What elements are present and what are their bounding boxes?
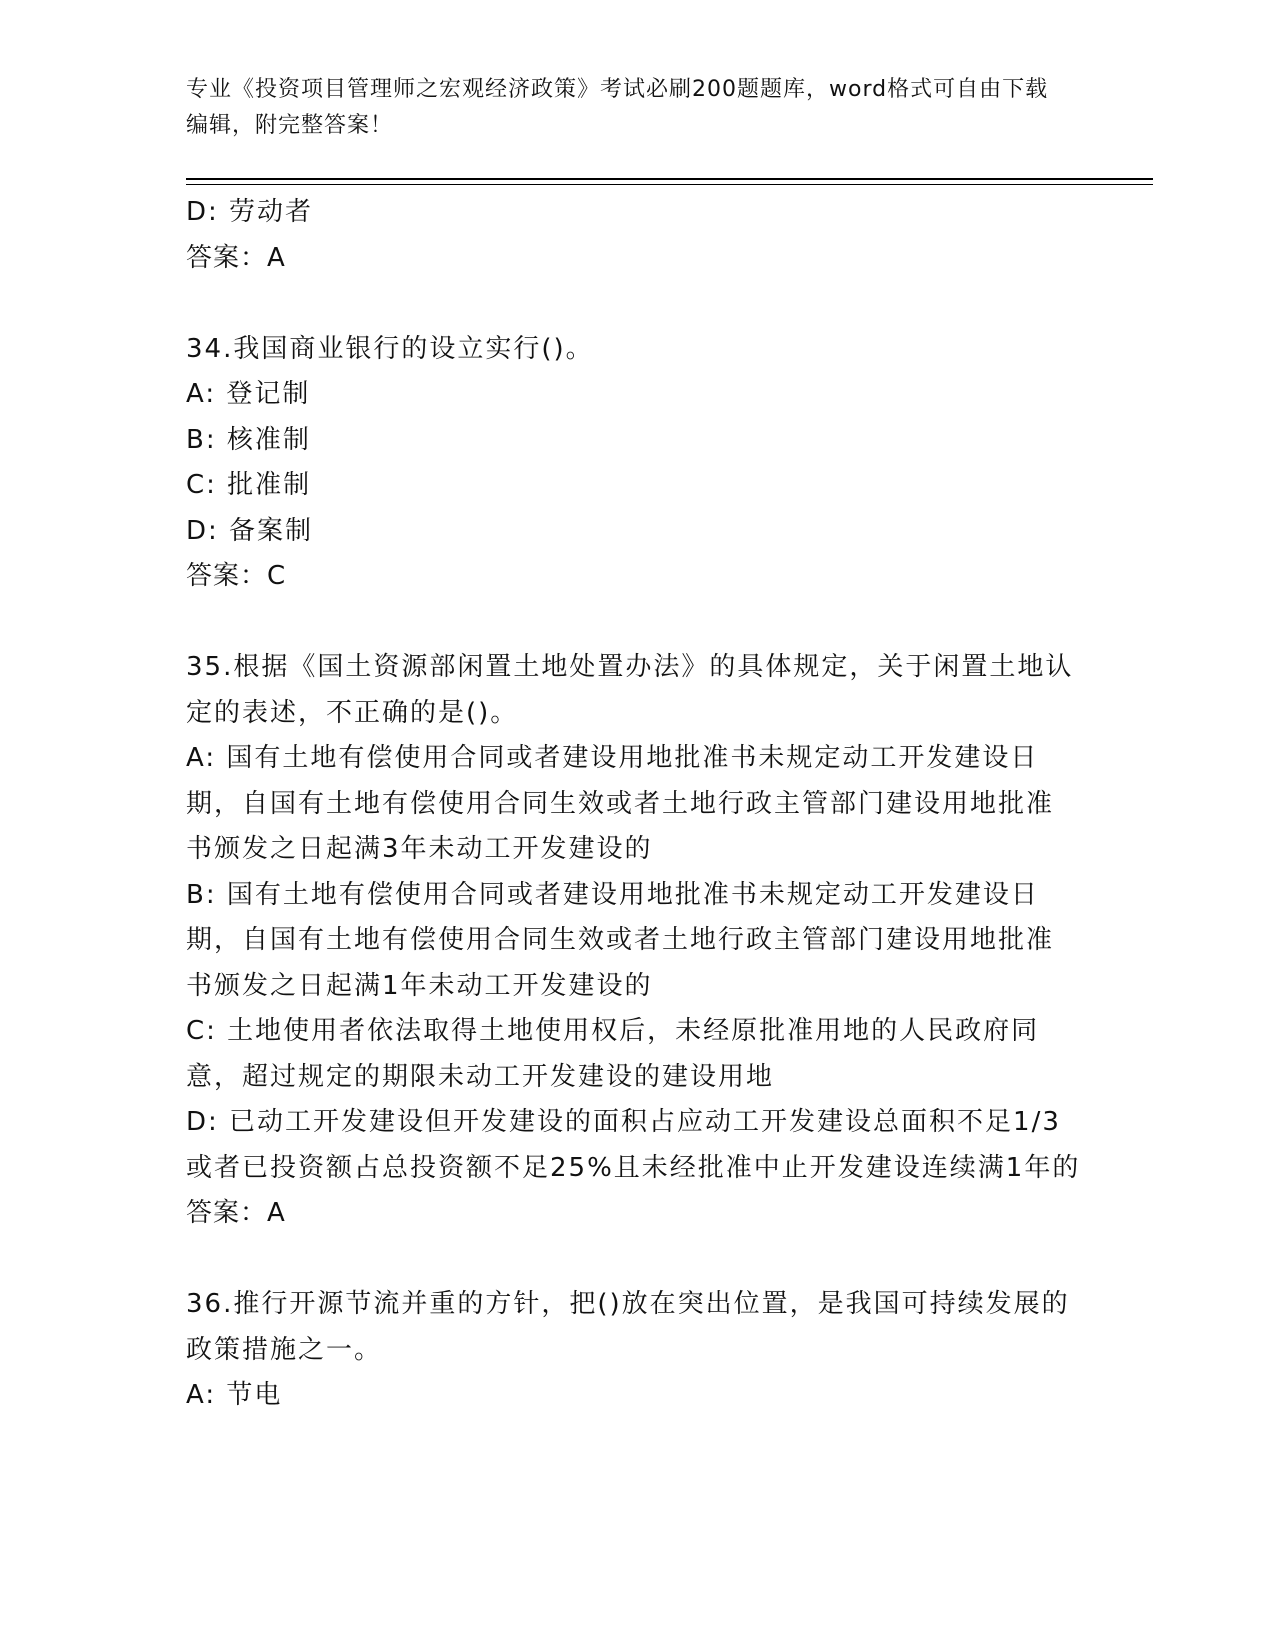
header-rule-thick: [186, 178, 1153, 180]
question-35-option-a: A: 国有土地有偿使用合同或者建设用地批准书未规定动工开发建设日期，自国有土地有偿使用合同生效或者土地行政主管部门建设用地批准书颁发之日起满3年未动工开发建设的: [186, 743, 1055, 864]
header-rule-thin: [186, 184, 1153, 185]
question-34-option-a: A: 登记制: [186, 379, 311, 409]
carryover-option-d: D: 劳动者: [186, 197, 314, 227]
question-content: [186, 190, 1081, 1419]
spacer: [186, 281, 1081, 327]
question-35-option-c: C: 土地使用者依法取得土地使用权后，未经原批准用地的人民政府同意，超过规定的期限未动工开发建设的建设用地: [186, 1016, 1040, 1092]
header-text: 专业《投资项目管理师之宏观经济政策》考试必刷200题题库，word格式可自由下载编辑，附完整答案！: [186, 77, 1049, 138]
question-34-option-b: B: 核准制: [186, 424, 311, 455]
question-34-answer: 答案：C: [186, 561, 287, 591]
carryover-answer: 答案：A: [186, 242, 286, 273]
question-35-answer: 答案：A: [186, 1198, 286, 1228]
question-34-option-d: D: 备案制: [186, 515, 314, 546]
spacer: [186, 600, 1081, 646]
question-34-stem: 34.我国商业银行的设立实行()。: [186, 333, 594, 364]
question-36-stem: 36.推行开源节流并重的方针，把()放在突出位置，是我国可持续发展的政策措施之一。: [186, 1289, 1070, 1365]
spacer: [186, 1237, 1081, 1283]
document-header: [186, 72, 1066, 144]
question-36-option-a: A: 节电: [186, 1380, 283, 1410]
question-34-option-c: C: 批准制: [186, 470, 312, 500]
question-35-option-b: B: 国有土地有偿使用合同或者建设用地批准书未规定动工开发建设日期，自国有土地有偿使用合同生效或者土地行政主管部门建设用地批准书颁发之日起满1年未动工开发建设的: [186, 879, 1055, 1001]
question-35-stem: 35.根据《国土资源部闲置土地处置办法》的具体规定，关于闲置土地认定的表述，不正确的是()。: [186, 652, 1074, 728]
question-35-option-d: D: 已动工开发建设但开发建设的面积占应动工开发建设总面积不足1/3或者已投资额占总投资额不足25%且未经批准中止开发建设连续满1年的: [186, 1107, 1081, 1183]
